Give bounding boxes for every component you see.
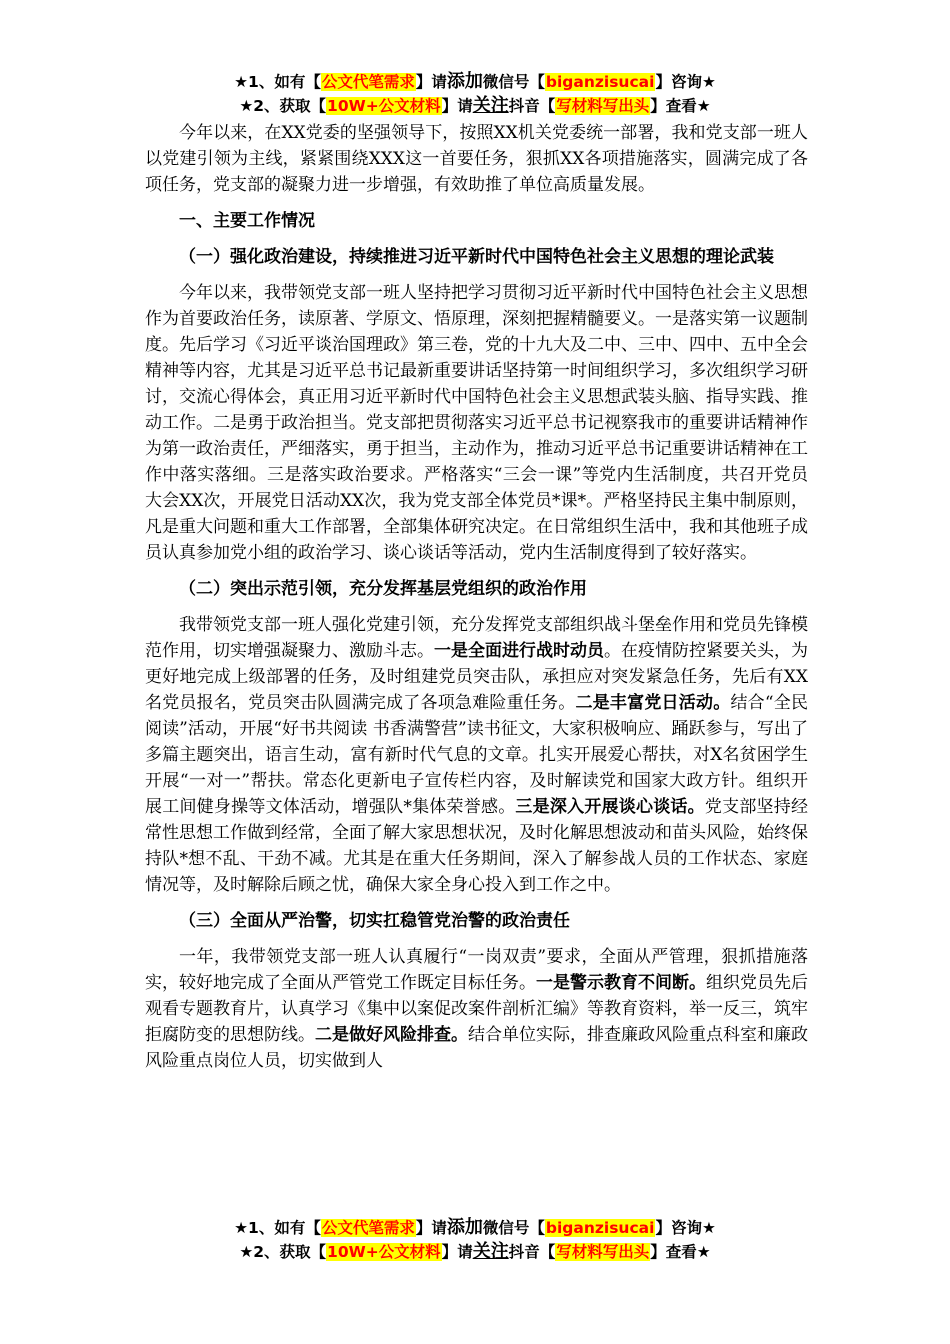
paragraph-text: 结合单位实际，排查廉政风险重点科室和廉政风险重点岗位人员，切实做到人 [145,1025,808,1071]
promo-text: ★1、如有【 [234,73,321,91]
promo-emphasis: 关注 [472,95,509,116]
promo-highlight: 10W+公文材料 [327,1243,441,1261]
promo-text: 】请 [415,1219,447,1237]
promo-text: ★2、获取【 [239,1243,327,1261]
subsection-heading-1: （一）强化政治建设，持续推进习近平新时代中国特色社会主义思想的理论武装 [179,247,774,267]
promo-text: 】咨询★ [655,1219,716,1237]
promo-highlight: 写材料写出头 [556,97,650,115]
promo-line-1 [0,70,950,94]
bold-lead: 一是警示教育不间断。 [536,973,706,993]
subsection-3-paragraph [145,944,808,1074]
promo-text: 】查看★ [650,97,711,115]
subsection-1-paragraph: 今年以来，我带领党支部一班人坚持把学习贯彻习近平新时代中国特色社会主义思想作为首要政治任务，读原著、学原文、悟原理，深刻把握精髓要义。一是落实第一议题制度。先后学习《习近平谈治国理政》第三卷，党的十九大及二中、三中、四中、五中全会精神等内容，尤其是习近平总书记最新重要讲话坚持第一时间组织学习，多次组织学习研讨，交流心得体会，真正用习近平新时代中国特色社会主义思想武装头脑、指导实践、推动工作。二是勇于政治担当。党支部把贯彻落实习近平总书记视察我市的重要讲话精神作为第一政治责任，严细落实，勇于担当，主动作为，推动习近平总书记重要讲话精神在工作中落实落细。三是落实政治要求。严格落实“三会一课”等党内生活制度，共召开党员大会XX次，开展党日活动XX次，我为党支部全体党员*课*。严格坚持民主集中制原则，凡是重大问题和重大工作部署，全部集体研究决定。在日常组织生活中，我和其他班子成员认真参加党小组的政治学习、谈心谈话等活动，党内生活制度得到了较好落实。 [145,283,808,563]
subsection-2-paragraph [145,612,808,898]
promo-text: ★2、获取【 [239,97,327,115]
subsection-heading-2: （二）突出示范引领，充分发挥基层党组织的政治作用 [179,579,587,599]
promo-highlight: 10W+公文材料 [327,97,441,115]
bold-lead: 二是做好风险排查。 [315,1025,468,1045]
promo-text: 微信号【 [482,73,545,91]
paragraph-text: 结合“全民阅读”活动，开展“好书共阅读 书香满警营”读书征文，大家积极响应、踊跃参与，写出了多篇主题突出，语言生动，富有新时代气息的文章。扎实开展爱心帮扶，对X名贫困学生开展“一对一”帮扶。常态化更新电子宣传栏内容，及时解读党和国家大政方针。组织开展工间健身操等文体活动，增强队*集体荣誉感。 [145,693,809,817]
promo-line-2 [0,94,950,118]
document-body [145,120,808,1074]
paragraph-text: 我带领党支部一班人强化党建引领，充分发挥党支部组织战斗堡垒作用和党员先锋模范作用，切实增强凝聚力、激励斗志。 [145,615,808,661]
promo-wechat-id: biganzisucai [545,73,655,91]
paragraph-text: 组织党员先后观看专题教育片，认真学习《集中以案促改案件剖析汇编》等教育资料，举一反三，筑牢拒腐防变的思想防线。 [145,973,808,1045]
promo-line-2 [0,1240,950,1264]
promo-text: 】咨询★ [655,73,716,91]
promo-text: 】查看★ [650,1243,711,1261]
promo-emphasis: 添加 [446,1217,483,1238]
promo-text: 抖音【 [508,97,556,115]
promo-banner-bottom [0,1216,950,1264]
promo-banner-top [0,70,950,118]
subsection-heading-3: （三）全面从严治警，切实扛稳管党治警的政治责任 [179,911,570,931]
promo-text: ★1、如有【 [234,1219,321,1237]
promo-text: 】请 [441,1243,473,1261]
promo-wechat-id: biganzisucai [545,1219,655,1237]
section-heading: 一、主要工作情况 [179,211,315,231]
paragraph-text: 一年，我带领党支部一班人认真履行“一岗双责”要求，全面从严管理，狠抓措施落实，较好地完成了全面从严管党工作既定目标任务。 [145,947,808,993]
promo-text: 】请 [441,97,473,115]
bold-lead: 三是深入开展谈心谈话。 [515,797,705,817]
promo-highlight: 公文代笔需求 [321,1219,415,1237]
promo-emphasis: 关注 [472,1241,509,1262]
bold-lead: 二是丰富党日活动。 [575,693,731,713]
promo-emphasis: 添加 [446,71,483,92]
promo-highlight: 写材料写出头 [556,1243,650,1261]
promo-highlight: 公文代笔需求 [321,73,415,91]
promo-text: 】请 [415,73,447,91]
promo-text: 抖音【 [508,1243,556,1261]
intro-paragraph: 今年以来，在XX党委的坚强领导下，按照XX机关党委统一部署，我和党支部一班人以党建引领为主线，紧紧围绕XXX这一首要任务，狠抓XX各项措施落实，圆满完成了各项任务，党支部的凝聚力进一步增强，有效助推了单位高质量发展。 [145,123,808,195]
paragraph-text: 党支部坚持经常性思想工作做到经常，全面了解大家思想状况，及时化解思想波动和苗头风险，始终保持队*想不乱、干劲不减。尤其是在重大任务期间，深入了解参战人员的工作状态、家庭情况等，及时解除后顾之忧，确保大家全身心投入到工作之中。 [145,797,809,895]
promo-line-1 [0,1216,950,1240]
promo-text: 微信号【 [482,1219,545,1237]
bold-lead: 一是全面进行战时动员 [434,641,604,661]
paragraph-text: 。在疫情防控紧要关头，为更好地完成上级部署的任务，及时组建党员突击队，承担应对突发紧急任务，先后有XX名党员报名，党员突击队圆满完成了各项急难险重任务。 [145,641,808,713]
